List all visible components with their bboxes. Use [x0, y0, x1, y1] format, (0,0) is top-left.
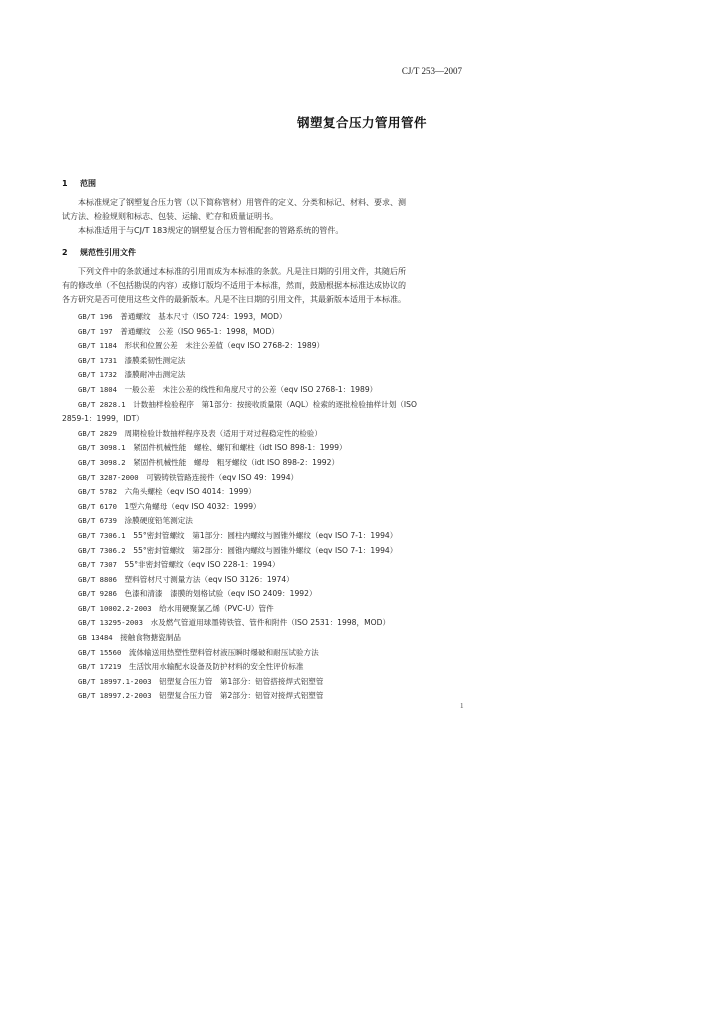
reference-title: 涂膜硬度铅笔测定法	[124, 516, 193, 526]
reference-code: GB/T 18997.1-2003	[78, 676, 152, 686]
reference-title: 周期检验计数抽样程序及表（适用于对过程稳定性的检验）	[124, 428, 322, 438]
reference-title: 紧固件机械性能 螺母 粗牙螺纹（idt ISO 898-2：1992）	[133, 457, 340, 467]
reference-code: GB/T 6739	[78, 516, 117, 526]
reference-code: GB/T 5782	[78, 487, 117, 497]
reference-code: GB/T 13295-2003	[78, 618, 143, 628]
section-2-number: 2	[62, 248, 68, 257]
reference-item	[62, 631, 472, 646]
section-1-heading	[62, 178, 96, 189]
reference-title: 漆膜柔韧性测定法	[124, 355, 186, 365]
reference-title: 塑料管材尺寸测量方法（eqv ISO 3126：1974）	[124, 574, 294, 584]
reference-code: GB 13484	[78, 633, 113, 643]
standard-code: CJ/T 253—2007	[401, 66, 462, 76]
reference-item	[62, 368, 472, 383]
reference-item	[62, 675, 472, 690]
reference-code: GB/T 7306.1	[78, 530, 126, 540]
section-2-line: 各方研究是否可使用这些文件的最新版本。凡是不注日期的引用文件，其最新版本适用于本标准。	[62, 295, 406, 304]
reference-code: GB/T 18997.2-2003	[78, 691, 152, 701]
reference-item	[62, 427, 472, 442]
reference-title: 一般公差 未注公差的线性和角度尺寸的公差（eqv ISO 2768-1：1989）	[124, 384, 378, 394]
reference-title: 六角头螺栓（eqv ISO 4014：1999）	[124, 487, 256, 497]
reference-title: 铝塑复合压力管 第1部分：铝管搭接焊式铝塑管	[159, 676, 324, 686]
section-1-line: 本标准规定了钢塑复合压力管（以下简称管材）用管件的定义、分类和标记、材料、要求、测	[78, 198, 406, 207]
reference-item	[62, 616, 472, 631]
reference-title: 紧固件机械性能 螺栓、螺钉和螺柱（idt ISO 898-1：1999）	[133, 443, 347, 453]
reference-item	[62, 325, 472, 340]
section-1-body	[62, 196, 464, 238]
reference-code: GB/T 15560	[78, 647, 122, 657]
reference-code: GB/T 1804	[78, 384, 117, 394]
reference-item	[62, 602, 472, 617]
section-2-intro	[62, 265, 464, 307]
reference-title: 普通螺纹 公差（ISO 965-1：1998，MOD）	[120, 326, 279, 336]
reference-item	[62, 500, 472, 515]
reference-title: 漆膜耐冲击测定法	[124, 370, 186, 380]
reference-code: GB/T 197	[78, 326, 113, 336]
section-1-line: 试方法、检验规则和标志、包装、运输、贮存和质量证明书。	[62, 212, 278, 221]
reference-code: GB/T 3287-2000	[78, 472, 139, 482]
reference-title: 铝塑复合压力管 第2部分：铝管对接焊式铝塑管	[159, 691, 324, 701]
reference-title: 55°非密封管螺纹（eqv ISO 228-1：1994）	[124, 560, 280, 570]
reference-title: 给水用硬聚氯乙烯（PVC-U）管件	[159, 603, 274, 613]
reference-item	[62, 544, 472, 559]
reference-item	[62, 646, 472, 661]
document-title: 钢塑复合压力管用管件	[296, 115, 427, 130]
reference-item	[62, 485, 472, 500]
reference-code: GB/T 9286	[78, 589, 117, 599]
page-number: 1	[460, 702, 464, 710]
section-2-line: 下列文件中的条款通过本标准的引用而成为本标准的条款。凡是注日期的引用文件，其随后所	[78, 267, 406, 276]
reference-item	[62, 529, 472, 544]
reference-item	[62, 456, 472, 471]
reference-item	[62, 441, 472, 456]
reference-item	[62, 558, 472, 573]
reference-code: GB/T 7306.2	[78, 545, 126, 555]
reference-title: 55°密封管螺纹 第2部分：圆锥内螺纹与圆锥外螺纹（eqv ISO 7-1：1994）	[133, 545, 398, 555]
reference-item	[62, 660, 472, 675]
reference-item	[62, 383, 472, 398]
reference-title: 55°密封管螺纹 第1部分：圆柱内螺纹与圆锥外螺纹（eqv ISO 7-1：1994）	[133, 530, 398, 540]
reference-item	[62, 471, 472, 486]
reference-item	[62, 398, 472, 413]
reference-title: 形状和位置公差 未注公差值（eqv ISO 2768-2：1989）	[124, 341, 325, 351]
section-1-title: 范围	[80, 179, 96, 188]
reference-item	[62, 587, 472, 602]
reference-code: GB/T 1184	[78, 341, 117, 351]
reference-item	[62, 339, 472, 354]
reference-title: 色漆和清漆 漆膜的划格试验（eqv ISO 2409：1992）	[124, 589, 317, 599]
reference-title: 接触食物搪瓷制品	[120, 633, 181, 643]
reference-title: 普通螺纹 基本尺寸（ISO 724：1993，MOD）	[120, 312, 287, 321]
reference-code: GB/T 17219	[78, 662, 122, 672]
reference-title: 可锻铸铁管路连接件（eqv ISO 49：1994）	[146, 472, 299, 482]
reference-code: GB/T 10002.2-2003	[78, 603, 152, 613]
reference-item	[62, 573, 472, 588]
reference-title: 流体输送用热塑性塑料管材液压瞬时爆破和耐压试验方法	[128, 647, 319, 657]
reference-item	[62, 689, 472, 704]
section-1-number: 1	[62, 179, 68, 188]
reference-list	[62, 310, 472, 704]
reference-title: 生活饮用水输配水设备及防护材料的安全性评价标准	[128, 662, 304, 672]
reference-code: GB/T 7307	[78, 560, 117, 570]
reference-code: GB/T 1732	[78, 370, 117, 380]
section-2-line: 有的修改单（不包括勘误的内容）或修订版均不适用于本标准，然而，鼓励根据本标准达成协议的	[62, 281, 406, 290]
section-2-heading	[62, 247, 136, 258]
reference-item	[62, 354, 472, 369]
reference-title: 水及燃气管道用球墨铸铁管、管件和附件（ISO 2531：1998，MOD）	[150, 618, 391, 628]
reference-code: GB/T 3098.2	[78, 457, 126, 467]
reference-item	[62, 310, 472, 325]
reference-code: GB/T 1731	[78, 355, 117, 365]
reference-item	[62, 412, 472, 427]
reference-code: GB/T 2828.1	[78, 399, 126, 409]
reference-code: GB/T 3098.1	[78, 443, 126, 453]
reference-code: GB/T 6170	[78, 501, 117, 511]
reference-code: GB/T 196	[78, 312, 113, 321]
reference-code: GB/T 8806	[78, 574, 117, 584]
reference-title: 计数抽样检验程序 第1部分：按接收质量限（AQL）检索的逐批检验抽样计划（ISO	[133, 399, 417, 409]
reference-title: 1型六角螺母（eqv ISO 4032：1999）	[124, 501, 261, 511]
section-2-title: 规范性引用文件	[80, 248, 136, 257]
reference-item	[62, 514, 472, 529]
reference-code: GB/T 2829	[78, 428, 117, 438]
section-1-line: 本标准适用于与CJ/T 183规定的钢塑复合压力管相配套的管路系统的管件。	[78, 226, 344, 235]
reference-title: 2859-1：1999，IDT）	[62, 414, 144, 424]
